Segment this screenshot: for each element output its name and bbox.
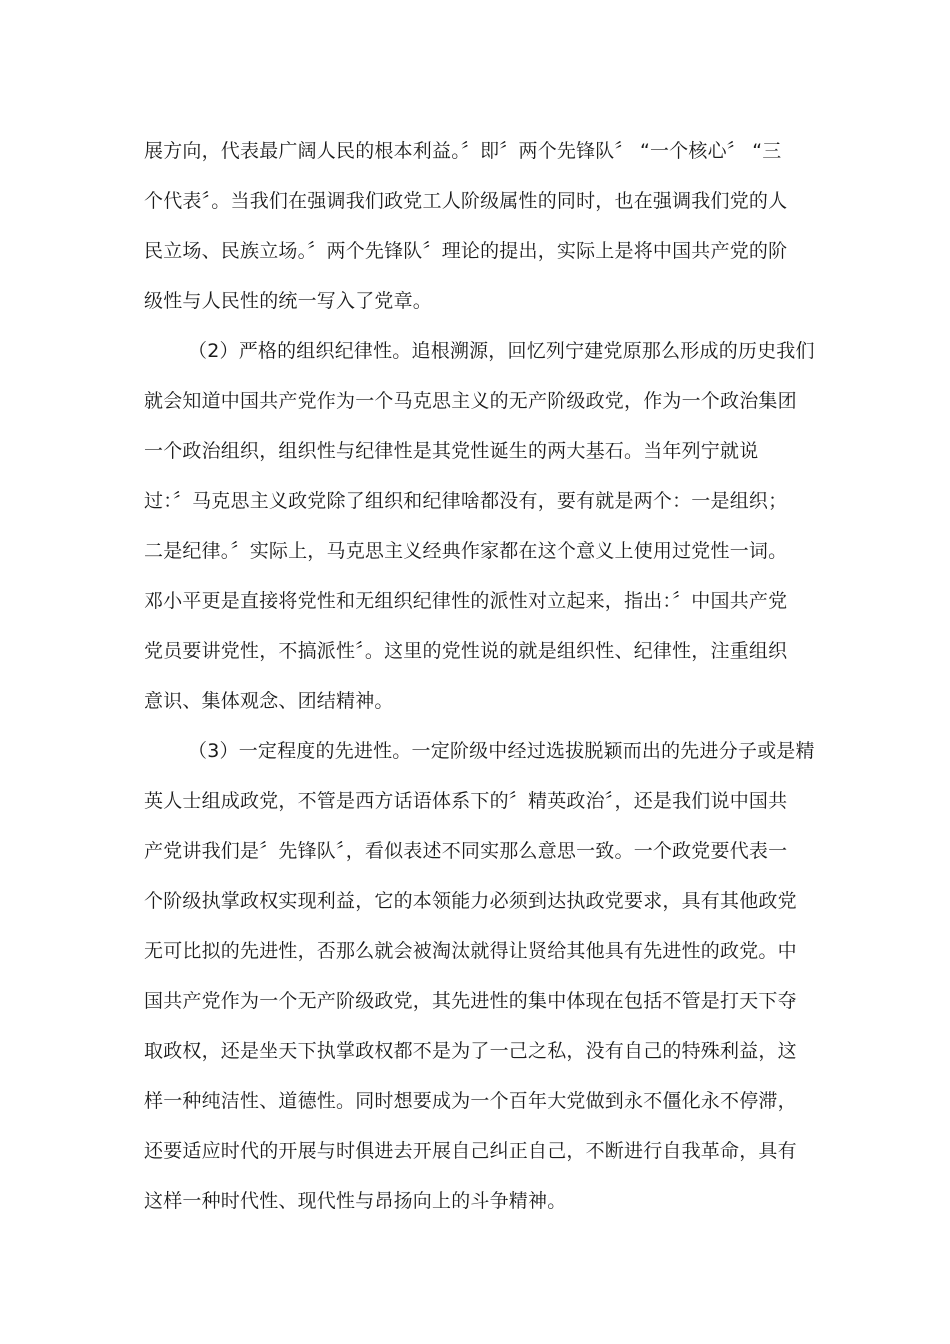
text-line: 邓小平更是直接将党性和无组织纪律性的派性对立起来，指出：〞中国共产党 [144, 590, 788, 612]
text-line: 级性与人民性的统一写入了党章。 [144, 290, 433, 312]
text-line: 国共产党作为一个无产阶级政党，其先进性的集中体现在包括不管是打天下夺 [144, 990, 797, 1012]
text-line: 民立场、民族立场。〞两个先锋队〞理论的提出，实际上是将中国共产党的阶 [144, 240, 788, 262]
paragraph-2-first-line: （2）严格的组织纪律性。追根溯源，回忆列宁建党原那么形成的历史我们 [188, 340, 815, 362]
paragraph-3-first-line: （3）一定程度的先进性。一定阶级中经过选拔脱颖而出的先进分子或是精 [188, 740, 815, 762]
text-line: 意识、集体观念、团结精神。 [144, 690, 394, 712]
text-line: 党员要讲党性，不搞派性〞。这里的党性说的就是组织性、纪律性，注重组织 [144, 640, 788, 662]
text-line: 过：〞马克思主义政党除了组织和纪律啥都没有，要有就是两个：一是组织； [144, 490, 788, 512]
text-line: 就会知道中国共产党作为一个马克思主义的无产阶级政党，作为一个政治集团 [144, 390, 797, 412]
text-line: 英人士组成政党，不管是西方话语体系下的〞精英政治〞，还是我们说中国共 [144, 790, 788, 812]
text-line: 个代表〞。当我们在强调我们政党工人阶级属性的同时，也在强调我们党的人 [144, 190, 788, 212]
text-line: 个阶级执掌政权实现利益，它的本领能力必须到达执政党要求，具有其他政党 [144, 890, 797, 912]
text-line: 取政权，还是坐天下执掌政权都不是为了一己之私，没有自己的特殊利益，这 [144, 1040, 797, 1062]
text-line: 二是纪律。〞实际上，马克思主义经典作家都在这个意义上使用过党性一词。 [144, 540, 788, 562]
text-line: 还要适应时代的开展与时俱进去开展自己纠正自己，不断进行自我革命，具有 [144, 1140, 797, 1162]
text-line: 一个政治组织，组织性与纪律性是其党性诞生的两大基石。当年列宁就说 [144, 440, 759, 462]
text-line: 产党讲我们是〞先锋队〞，看似表述不同实那么意思一致。一个政党要代表一 [144, 840, 788, 862]
text-line: 样一种纯洁性、道德性。同时想要成为一个百年大党做到永不僵化永不停滞， [144, 1090, 797, 1112]
text-line: 无可比拟的先进性，否那么就会被淘汰就得让贤给其他具有先进性的政党。中 [144, 940, 797, 962]
text-line: 这样一种时代性、现代性与昂扬向上的斗争精神。 [144, 1190, 567, 1212]
text-line: 展方向，代表最广阔人民的根本利益。〞即〞两个先锋队〞 “一个核心〞 “三 [144, 140, 782, 162]
